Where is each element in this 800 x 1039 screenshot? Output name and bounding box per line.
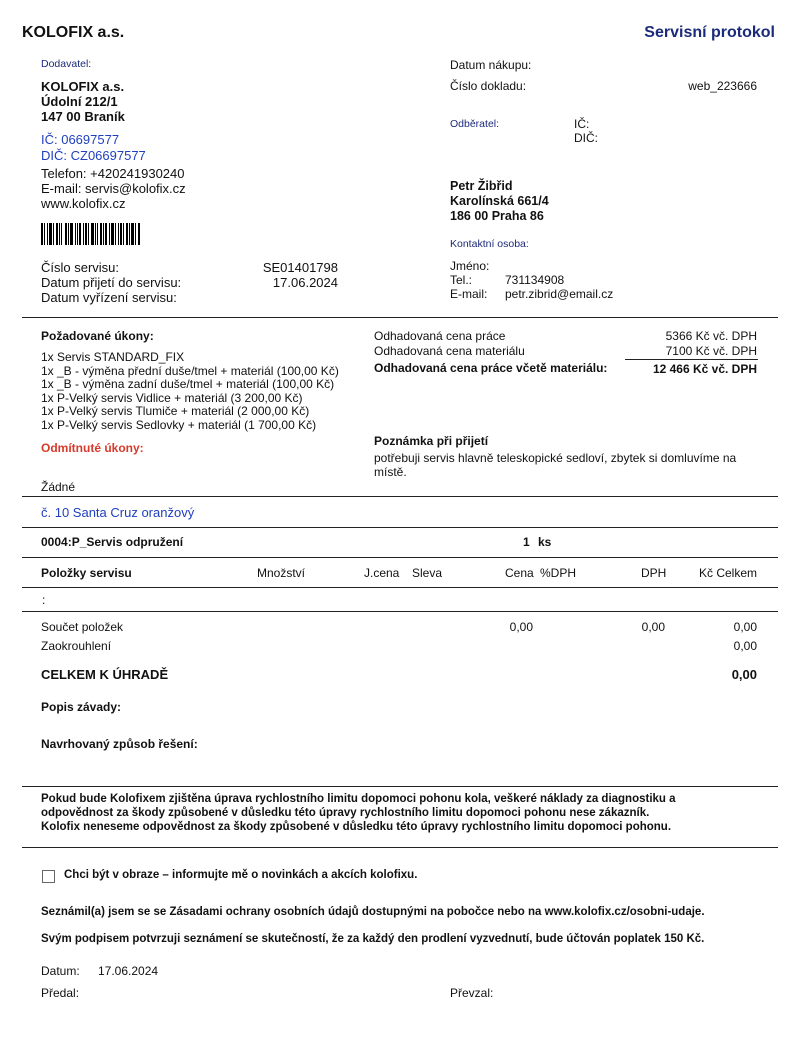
- completed-date-label: Datum vyřízení servisu:: [41, 290, 177, 305]
- service-number-value: SE01401798: [262, 260, 338, 275]
- rejected-title: Odmítnuté úkony:: [41, 441, 144, 455]
- customer-label: Odběratel:: [450, 118, 500, 130]
- customer-city: 186 00 Praha 86: [450, 209, 544, 223]
- supplier-dic: DIČ: CZ06697577: [41, 148, 146, 163]
- rounding-label: Zaokrouhlení: [41, 639, 112, 653]
- total-estimate-label: Odhadovaná cena práce včetě materiálu:: [374, 361, 608, 375]
- proposed-solution-label: Navrhovaný způsob řešení:: [41, 737, 198, 751]
- table-row: :: [42, 593, 46, 607]
- sum-line: [625, 359, 758, 360]
- col-header-total: Kč Celkem: [698, 566, 757, 580]
- contact-tel-value: 731134908: [505, 273, 565, 287]
- received-date-value: 17.06.2024: [272, 275, 338, 290]
- supplier-name: KOLOFIX a.s.: [41, 79, 125, 94]
- note-line: potřebuji servis hlavně teleskopické sedloví, zbytek si domluvíme na: [374, 451, 737, 465]
- divider: [22, 611, 778, 612]
- material-estimate-label: Odhadovaná cena materiálu: [374, 344, 525, 358]
- col-header-items: Položky servisu: [41, 566, 132, 580]
- divider: [22, 587, 778, 588]
- rounding-value: 0,00: [733, 639, 757, 653]
- contact-name-label: Jméno:: [450, 259, 490, 273]
- doc-number-label: Číslo dokladu:: [450, 79, 527, 93]
- contact-email-label: E-mail:: [450, 287, 488, 301]
- barcode: [41, 223, 161, 245]
- fault-description-label: Popis závady:: [41, 700, 122, 714]
- supplier-email: E-mail: servis@kolofix.cz: [41, 181, 186, 196]
- notice-line: Pokud bude Kolofixem zjištěna úprava rychlostního limitu dopomoci pohonu kola, veškeré náklady za diagnostiku a: [41, 793, 676, 805]
- contact-person-label: Kontaktní osoba:: [450, 238, 529, 250]
- divider: [22, 317, 778, 318]
- service-line-code: 0004:P_Servis odpružení: [41, 535, 184, 549]
- note-line: místě.: [374, 465, 407, 479]
- col-header-vat-percent: %DPH: [540, 566, 577, 580]
- notice-line: Kolofix neneseme odpovědnost za škody způsobené v důsledku této úpravy rychlostního limitu dopomoci pohonu.: [41, 821, 672, 833]
- divider: [22, 527, 778, 528]
- service-number-label: Číslo servisu:: [41, 260, 120, 275]
- privacy-statement: Seznámil(a) jsem se se Zásadami ochrany osobních údajů dostupnými na pobočce nebo na www.kolofix.cz/osobni-udaje.: [41, 906, 705, 918]
- contact-tel-label: Tel.:: [450, 273, 473, 287]
- sum-price: 0,00: [509, 620, 533, 634]
- col-header-vat: DPH: [641, 566, 667, 580]
- requested-item: 1x _B - výměna přední duše/tmel + materiál (100,00 Kč): [41, 363, 339, 378]
- requested-item: 1x P-Velký servis Vidlice + materiál (3 200,00 Kč): [41, 390, 303, 405]
- sum-total: 0,00: [733, 620, 757, 634]
- received-by-label: Převzal:: [450, 986, 494, 1000]
- note-title: Poznámka při přijetí: [374, 434, 489, 448]
- contact-email-value: petr.zibrid@email.cz: [505, 287, 614, 301]
- customer-street: Karolínská 661/4: [450, 194, 549, 208]
- doc-number-value: web_223666: [688, 79, 757, 93]
- supplier-city: 147 00 Braník: [41, 109, 125, 124]
- labor-estimate-label: Odhadovaná cena práce: [374, 329, 506, 343]
- customer-dic-label: DIČ:: [574, 131, 598, 145]
- labor-estimate-value: 5366 Kč vč. DPH: [665, 329, 757, 343]
- material-estimate-value: 7100 Kč vč. DPH: [665, 344, 757, 358]
- divider: [22, 496, 778, 497]
- document-title: Servisní protokol: [644, 24, 775, 41]
- requested-item: 1x P-Velký servis Tlumiče + materiál (2 000,00 Kč): [41, 404, 310, 418]
- supplier-ico: IČ: 06697577: [41, 132, 120, 147]
- notice-line: odpovědnost za škody způsobené v důsledku této úpravy rychlostního limitu dopomoci pohonu nese zákazník.: [41, 807, 650, 819]
- total-estimate-value: 12 466 Kč vč. DPH: [652, 362, 757, 376]
- company-name: KOLOFIX a.s.: [22, 24, 125, 41]
- requested-item: 1x _B - výměna zadní duše/tmel + materiál (100,00 Kč): [41, 377, 335, 391]
- requested-item: 1x Servis STANDARD_FIX: [41, 350, 185, 364]
- sum-vat: 0,00: [641, 620, 665, 634]
- fee-statement: Svým podpisem potvrzuji seznámení se skutečností, že za každý den prodlení vyzvednutí, bude účtován poplatek 150 Kč.: [41, 933, 705, 945]
- received-date-label: Datum přijetí do servisu:: [41, 275, 182, 290]
- customer-ico-label: IČ:: [574, 117, 590, 131]
- service-line-unit: ks: [538, 535, 552, 549]
- divider: [22, 786, 778, 787]
- supplier-web: www.kolofix.cz: [41, 196, 126, 211]
- purchase-date-label: Datum nákupu:: [450, 58, 532, 72]
- col-header-discount: Sleva: [412, 566, 443, 580]
- newsletter-checkbox[interactable]: [42, 870, 55, 883]
- supplier-label: Dodavatel:: [41, 58, 92, 70]
- col-header-price: Cena: [505, 566, 534, 580]
- supplier-street: Údolní 212/1: [41, 94, 118, 109]
- grand-total-value: 0,00: [731, 667, 757, 682]
- col-header-unit-price: J.cena: [364, 566, 400, 580]
- supplier-phone: Telefon: +420241930240: [41, 166, 185, 181]
- customer-name: Petr Žibřid: [450, 179, 513, 193]
- date-value: 17.06.2024: [98, 964, 159, 978]
- divider: [22, 557, 778, 558]
- handed-over-label: Předal:: [41, 986, 80, 1000]
- col-header-quantity: Množství: [257, 566, 306, 580]
- date-label: Datum:: [41, 964, 80, 978]
- newsletter-label: Chci být v obraze – informujte mě o novinkách a akcích kolofixu.: [64, 869, 418, 881]
- requested-title: Požadované úkony:: [41, 329, 154, 343]
- divider: [22, 847, 778, 848]
- sum-label: Součet položek: [41, 620, 124, 634]
- grand-total-label: CELKEM K ÚHRADĚ: [41, 667, 169, 682]
- bike-name: č. 10 Santa Cruz oranžový: [41, 505, 195, 520]
- rejected-value: Žádné: [41, 480, 76, 494]
- requested-item: 1x P-Velký servis Sedlovky + materiál (1 700,00 Kč): [41, 417, 317, 432]
- service-line-qty: 1: [523, 535, 530, 549]
